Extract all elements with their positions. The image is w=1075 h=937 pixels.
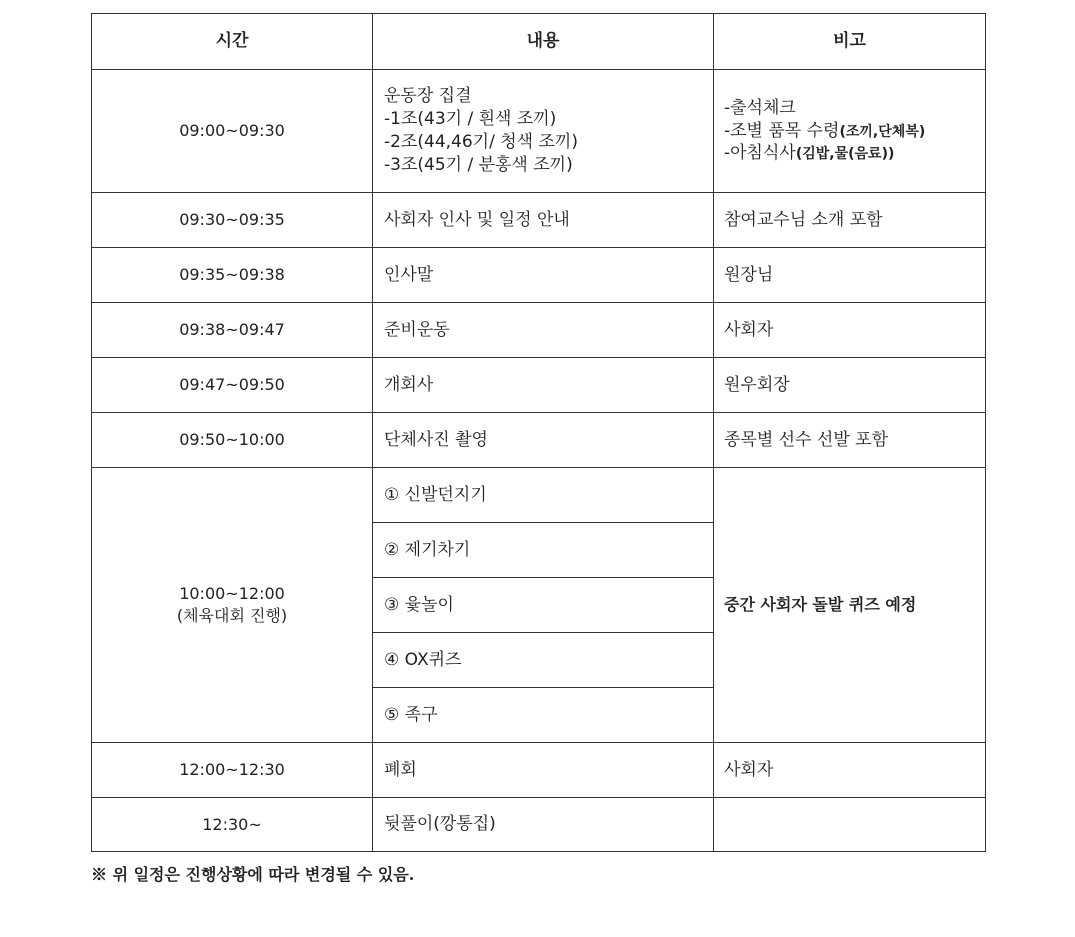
note-cell: 사회자 (714, 303, 986, 358)
footnote: ※ 위 일정은 진행상황에 따라 변경될 수 있음. (91, 865, 415, 884)
note-cell: 원장님 (714, 248, 986, 303)
event-cell: ② 제기차기 (373, 523, 714, 578)
note-cell: 원우회장 (714, 358, 986, 413)
content-line: 운동장 집결 (384, 86, 472, 107)
content-cell: 폐회 (373, 743, 714, 798)
table-row (92, 248, 986, 303)
time-range: 10:00~12:00 (179, 584, 285, 604)
header-note: 비고 (714, 14, 986, 70)
time-cell: 09:50~10:00 (92, 413, 373, 468)
note-line (724, 120, 979, 143)
table-row (92, 743, 986, 798)
time-cell: 09:47~09:50 (92, 358, 373, 413)
note-cell (714, 468, 986, 743)
table-header-row (92, 14, 986, 70)
content-cell: 사회자 인사 및 일정 안내 (373, 193, 714, 248)
time-cell: 09:30~09:35 (92, 193, 373, 248)
note-text: -아침식사 (724, 143, 796, 164)
note-cell: 참여교수님 소개 포함 (714, 193, 986, 248)
note-text: -조별 품목 수령 (724, 120, 840, 141)
table-row (92, 798, 986, 852)
content-cell: 뒷풀이(깡통집) (373, 798, 714, 852)
note-line (724, 142, 979, 165)
table-row (92, 413, 986, 468)
note-emphasis: 중간 사회자 돌발 퀴즈 예정 (724, 594, 917, 614)
content-cell: 개회사 (373, 358, 714, 413)
table-row (92, 70, 986, 193)
schedule-table (91, 13, 986, 852)
note-cell (714, 70, 986, 193)
time-cell: 12:30~ (92, 798, 373, 852)
content-line: -3조(45기 / 분홍색 조끼) (384, 154, 573, 175)
time-cell (92, 468, 373, 743)
content-line: -1조(43기 / 흰색 조끼) (384, 109, 557, 130)
content-cell: 단체사진 촬영 (373, 413, 714, 468)
content-line: -2조(44,46기/ 청색 조끼) (384, 132, 578, 152)
event-cell: ④ OX퀴즈 (373, 633, 714, 688)
note-cell: 종목별 선수 선발 포함 (714, 413, 986, 468)
table-row (92, 468, 986, 523)
table-row (92, 193, 986, 248)
content-cell: 준비운동 (373, 303, 714, 358)
time-cell: 12:00~12:30 (92, 743, 373, 798)
table-row (92, 303, 986, 358)
event-cell: ③ 윷놀이 (373, 578, 714, 633)
time-cell: 09:35~09:38 (92, 248, 373, 303)
note-cell: 사회자 (714, 743, 986, 798)
event-cell: ① 신발던지기 (373, 468, 714, 523)
time-subtitle: (체육대회 진행) (176, 606, 288, 625)
note-emphasis: (조끼,단체복) (839, 123, 926, 140)
note-cell (714, 798, 986, 852)
content-cell (373, 70, 714, 193)
time-cell: 09:38~09:47 (92, 303, 373, 358)
header-content: 내용 (373, 14, 714, 70)
header-time: 시간 (92, 14, 373, 70)
note-emphasis: (김밥,물(음료)) (795, 146, 895, 163)
table-row (92, 358, 986, 413)
note-text: -출석체크 (724, 97, 796, 118)
note-line (724, 97, 979, 120)
content-cell: 인사말 (373, 248, 714, 303)
time-cell: 09:00~09:30 (92, 70, 373, 193)
event-cell: ⑤ 족구 (373, 688, 714, 743)
